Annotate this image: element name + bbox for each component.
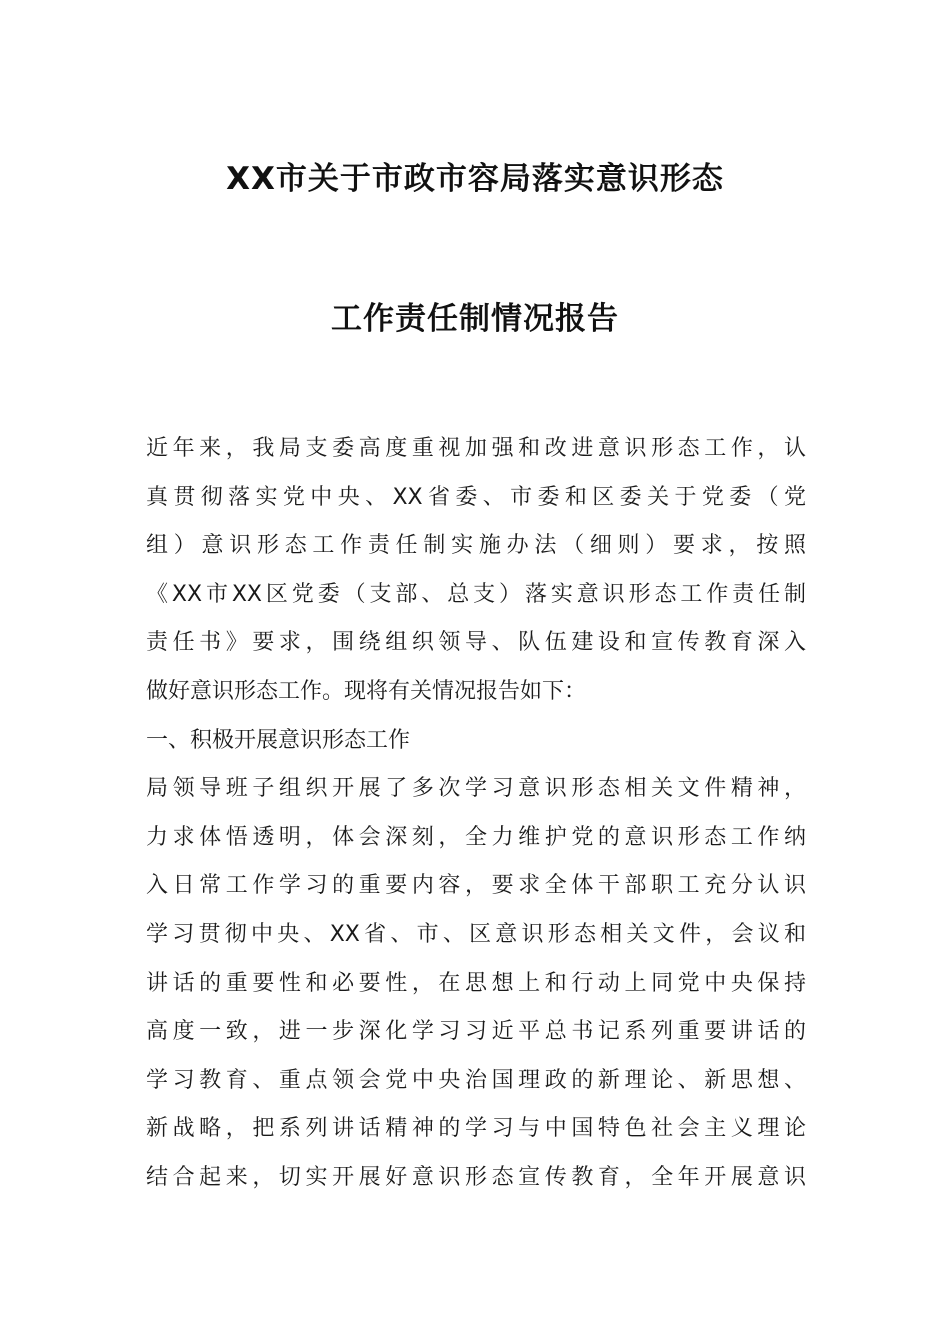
section-heading: 一、积极开展意识形态工作: [146, 727, 411, 753]
section-paragraph-line: 学习教育、重点领会党中央治国理政的新理论、新思想、: [146, 1067, 806, 1093]
section-paragraph-line: 学习贯彻中央、XX省、市、区意识形态相关文件，会议和: [146, 921, 806, 947]
intro-paragraph-line: 近年来，我局支委高度重视加强和改进意识形态工作，认: [146, 436, 806, 461]
intro-paragraph-line: 真贯彻落实党中央、XX省委、市委和区委关于党委（党: [146, 484, 806, 510]
section-paragraph-line: 新战略，把系列讲话精神的学习与中国特色社会主义理论: [146, 1116, 806, 1142]
section-paragraph-line: 结合起来，切实开展好意识形态宣传教育，全年开展意识: [146, 1164, 806, 1190]
section-paragraph-line: 高度一致，进一步深化学习习近平总书记系列重要讲话的: [146, 1019, 806, 1045]
intro-paragraph-line: 组）意识形态工作责任制实施办法（细则）要求，按照: [146, 533, 806, 559]
document-title-line-2: 工作责任制情况报告: [331, 301, 619, 337]
intro-paragraph-line: 责任书》要求，围绕组织领导、队伍建设和宣传教育深入: [146, 630, 806, 656]
section-paragraph-line: 力求体悟透明，体会深刻，全力维护党的意识形态工作纳: [146, 824, 806, 850]
section-paragraph-line: 入日常工作学习的重要内容，要求全体干部职工充分认识: [146, 873, 806, 899]
document-title-line-1: XX市关于市政市容局落实意识形态: [226, 161, 724, 197]
section-paragraph-line: 讲话的重要性和必要性，在思想上和行动上同党中央保持: [146, 970, 806, 996]
intro-paragraph-line: 做好意识形态工作。现将有关情况报告如下：: [146, 678, 587, 704]
document-body: [146, 425, 806, 1203]
section-paragraph-line: 局领导班子组织开展了多次学习意识形态相关文件精神，: [146, 776, 806, 802]
intro-paragraph-line: 《XX市XX区党委（支部、总支）落实意识形态工作责任制: [146, 581, 806, 607]
